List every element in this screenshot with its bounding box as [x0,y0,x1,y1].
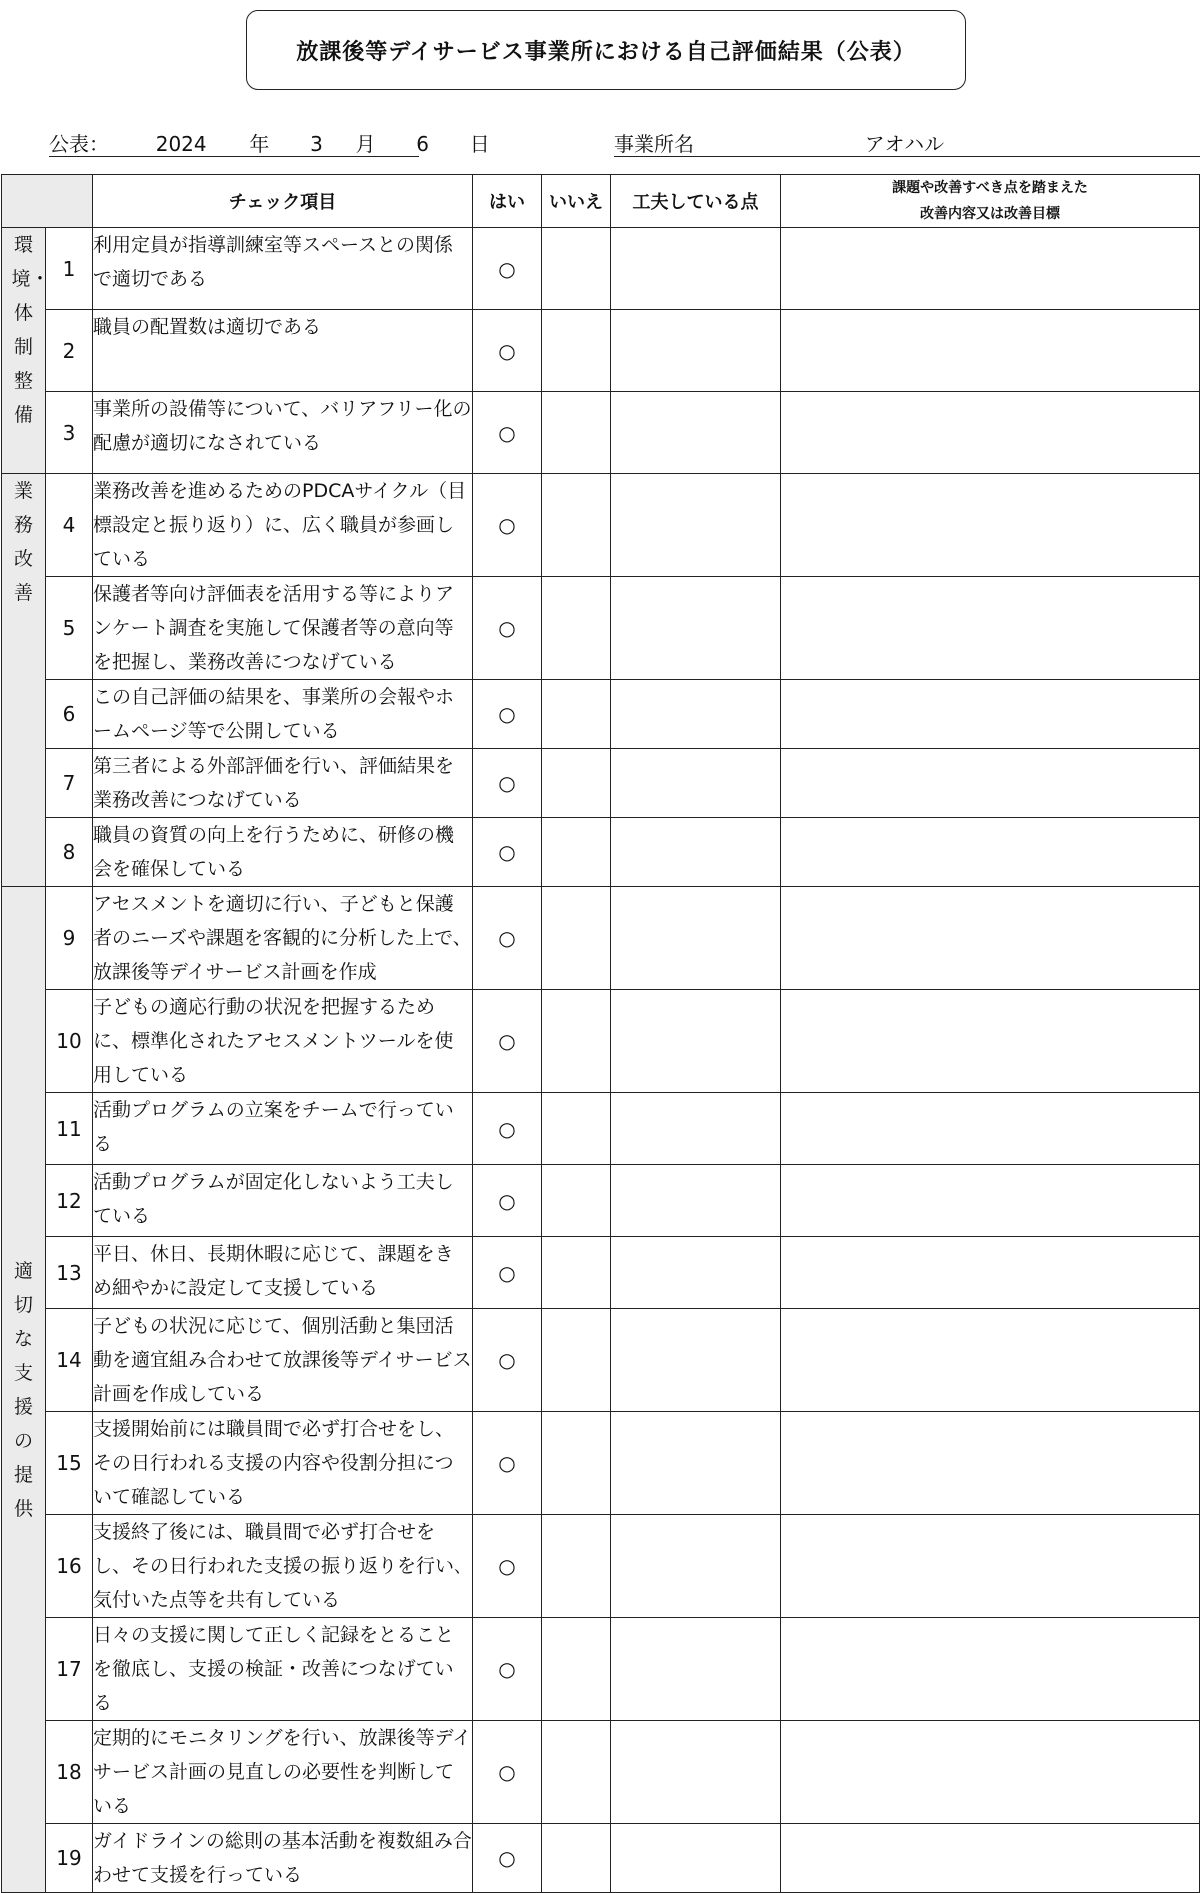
effort-cell [611,1237,781,1309]
issues-cell [781,1618,1200,1721]
yes-mark: ○ [473,818,542,887]
effort-cell [611,1618,781,1721]
header-issues-line2: 改善内容又は改善目標 [920,206,1060,222]
row-number: 11 [46,1093,93,1165]
evaluation-table [1,174,1200,1893]
check-item-text: 日々の支援に関して正しく記録をとることを徹底し、支援の検証・改善につなげている [93,1618,473,1721]
office-name-line [614,128,1200,157]
effort-cell [611,749,781,818]
table-row [2,1165,1200,1237]
header-yes: はい [473,175,542,228]
effort-cell [611,1515,781,1618]
header-blank-cell [2,175,93,228]
category-label: 業務改善 [13,480,33,604]
issues-cell [781,310,1200,392]
yes-mark: ○ [473,1412,542,1515]
header-effort: 工夫している点 [611,175,781,228]
table-row [2,1309,1200,1412]
publish-day: 6 [416,132,429,156]
yes-mark: ○ [473,990,542,1093]
effort-cell [611,1309,781,1412]
yes-mark: ○ [473,887,542,990]
issues-cell [781,577,1200,680]
issues-cell [781,749,1200,818]
publish-day-unit: 日 [469,132,490,156]
effort-cell [611,392,781,474]
publish-year-unit: 年 [249,132,270,156]
no-cell [542,577,611,680]
effort-cell [611,990,781,1093]
check-item-text: 支援終了後には、職員間で必ず打合せをし、その日行われた支援の振り返りを行い､気付いた点等を共有している [93,1515,473,1618]
table-row [2,228,1200,310]
office-label: 事業所名 [614,132,694,156]
check-item-text: 第三者による外部評価を行い、評価結果を業務改善につなげている [93,749,473,818]
yes-mark: ○ [473,392,542,474]
check-item-text: 活動プログラムが固定化しないよう工夫している [93,1165,473,1237]
effort-cell [611,680,781,749]
yes-mark: ○ [473,1237,542,1309]
table-row [2,1618,1200,1721]
no-cell [542,228,611,310]
publish-month-unit: 月 [355,132,376,156]
yes-mark: ○ [473,749,542,818]
row-number: 7 [46,749,93,818]
row-number: 17 [46,1618,93,1721]
yes-mark: ○ [473,1515,542,1618]
yes-mark: ○ [473,228,542,310]
no-cell [542,1412,611,1515]
row-number: 9 [46,887,93,990]
check-item-text: 職員の配置数は適切である [93,310,473,392]
issues-cell [781,1721,1200,1824]
yes-mark: ○ [473,1309,542,1412]
header-no: いいえ [542,175,611,228]
row-number: 12 [46,1165,93,1237]
issues-cell [781,474,1200,577]
issues-cell [781,1824,1200,1893]
effort-cell [611,887,781,990]
no-cell [542,749,611,818]
no-cell [542,392,611,474]
effort-cell [611,1721,781,1824]
issues-cell [781,680,1200,749]
table-row [2,310,1200,392]
no-cell [542,680,611,749]
publish-date [49,128,490,157]
check-item-text: 活動プログラムの立案をチームで行っている [93,1093,473,1165]
effort-cell [611,1412,781,1515]
row-number: 8 [46,818,93,887]
table-row [2,887,1200,990]
row-number: 10 [46,990,93,1093]
table-row [2,1093,1200,1165]
no-cell [542,1824,611,1893]
publish-year: 2024 [155,132,207,156]
issues-cell [781,1237,1200,1309]
effort-cell [611,474,781,577]
effort-cell [611,577,781,680]
table-row [2,990,1200,1093]
yes-mark: ○ [473,474,542,577]
row-number: 5 [46,577,93,680]
effort-cell [611,1165,781,1237]
check-item-text: 平日、休日、長期休暇に応じて、課題をきめ細やかに設定して支援している [93,1237,473,1309]
issues-cell [781,1515,1200,1618]
no-cell [542,1093,611,1165]
yes-mark: ○ [473,680,542,749]
no-cell [542,887,611,990]
category-cell [2,228,50,474]
publish-label: 公表： [49,132,109,156]
yes-mark: ○ [473,1165,542,1237]
issues-cell [781,392,1200,474]
issues-cell [781,1412,1200,1515]
yes-mark: ○ [473,1618,542,1721]
issues-cell [781,990,1200,1093]
check-item-text: 事業所の設備等について、バリアフリー化の配慮が適切になされている [93,392,473,474]
row-number: 2 [46,310,93,392]
category-label: 適切な支援の提供 [13,1259,33,1520]
category-cell [2,474,46,887]
table-row [2,392,1200,474]
row-number: 19 [46,1824,93,1893]
check-item-text: 子どもの状況に応じて、個別活動と集団活動を適宜組み合わせて放課後等デイサービス計画を作成している [93,1309,473,1412]
check-item-text: 利用定員が指導訓練室等スペースとの関係で適切である [93,228,473,310]
effort-cell [611,1093,781,1165]
check-item-text: 業務改善を進めるためのPDCAサイクル（目標設定と振り返り）に、広く職員が参画している [93,474,473,577]
check-item-text: 支援開始前には職員間で必ず打合せをし、その日行われる支援の内容や役割分担について確認している [93,1412,473,1515]
table-row [2,1721,1200,1824]
yes-mark: ○ [473,1093,542,1165]
table-row [2,577,1200,680]
category-label: 環境・体制整備 [11,234,50,426]
publish-month: 3 [310,132,323,156]
no-cell [542,1165,611,1237]
effort-cell [611,1824,781,1893]
no-cell [542,474,611,577]
yes-mark: ○ [473,1824,542,1893]
table-row [2,1824,1200,1893]
table-row [2,1515,1200,1618]
row-number: 15 [46,1412,93,1515]
no-cell [542,990,611,1093]
row-number: 1 [46,228,93,310]
no-cell [542,1618,611,1721]
issues-cell [781,887,1200,990]
category-cell [2,887,46,1893]
header-check-items: チェック項目 [93,175,473,228]
row-number: 3 [46,392,93,474]
yes-mark: ○ [473,1721,542,1824]
row-number: 16 [46,1515,93,1618]
no-cell [542,310,611,392]
table-row [2,1237,1200,1309]
table-row [2,680,1200,749]
table-row [2,749,1200,818]
table-row [2,1412,1200,1515]
row-number: 4 [46,474,93,577]
issues-cell [781,818,1200,887]
no-cell [542,1309,611,1412]
header-issues [781,175,1200,228]
no-cell [542,1721,611,1824]
issues-cell [781,1093,1200,1165]
table-header-row [2,175,1200,228]
row-number: 18 [46,1721,93,1824]
effort-cell [611,310,781,392]
issues-cell [781,1309,1200,1412]
yes-mark: ○ [473,577,542,680]
check-item-text: 職員の資質の向上を行うために、研修の機会を確保している [93,818,473,887]
row-number: 6 [46,680,93,749]
check-item-text: この自己評価の結果を、事業所の会報やホームページ等で公開している [93,680,473,749]
header-issues-line1: 課題や改善すべき点を踏まえた [892,180,1088,196]
no-cell [542,1515,611,1618]
effort-cell [611,818,781,887]
check-item-text: アセスメントを適切に行い、子どもと保護者のニーズや課題を客観的に分析した上で、放課後等デイサービス計画を作成 [93,887,473,990]
table-row [2,818,1200,887]
document-title [246,10,966,90]
check-item-text: 定期的にモニタリングを行い、放課後等デイサービス計画の見直しの必要性を判断している [93,1721,473,1824]
check-item-text: 子どもの適応行動の状況を把握するために、標準化されたアセスメントツールを使用している [93,990,473,1093]
office-name: アオハル [864,132,945,156]
check-item-text: 保護者等向け評価表を活用する等によりアンケート調査を実施して保護者等の意向等を把握し、業務改善につなげている [93,577,473,680]
issues-cell [781,1165,1200,1237]
row-number: 14 [46,1309,93,1412]
no-cell [542,1237,611,1309]
no-cell [542,818,611,887]
table-row [2,474,1200,577]
document-title-text: 放課後等デイサービス事業所における自己評価結果（公表） [296,39,916,65]
yes-mark: ○ [473,310,542,392]
effort-cell [611,228,781,310]
issues-cell [781,228,1200,310]
check-item-text: ガイドラインの総則の基本活動を複数組み合わせて支援を行っている [93,1824,473,1893]
row-number: 13 [46,1237,93,1309]
